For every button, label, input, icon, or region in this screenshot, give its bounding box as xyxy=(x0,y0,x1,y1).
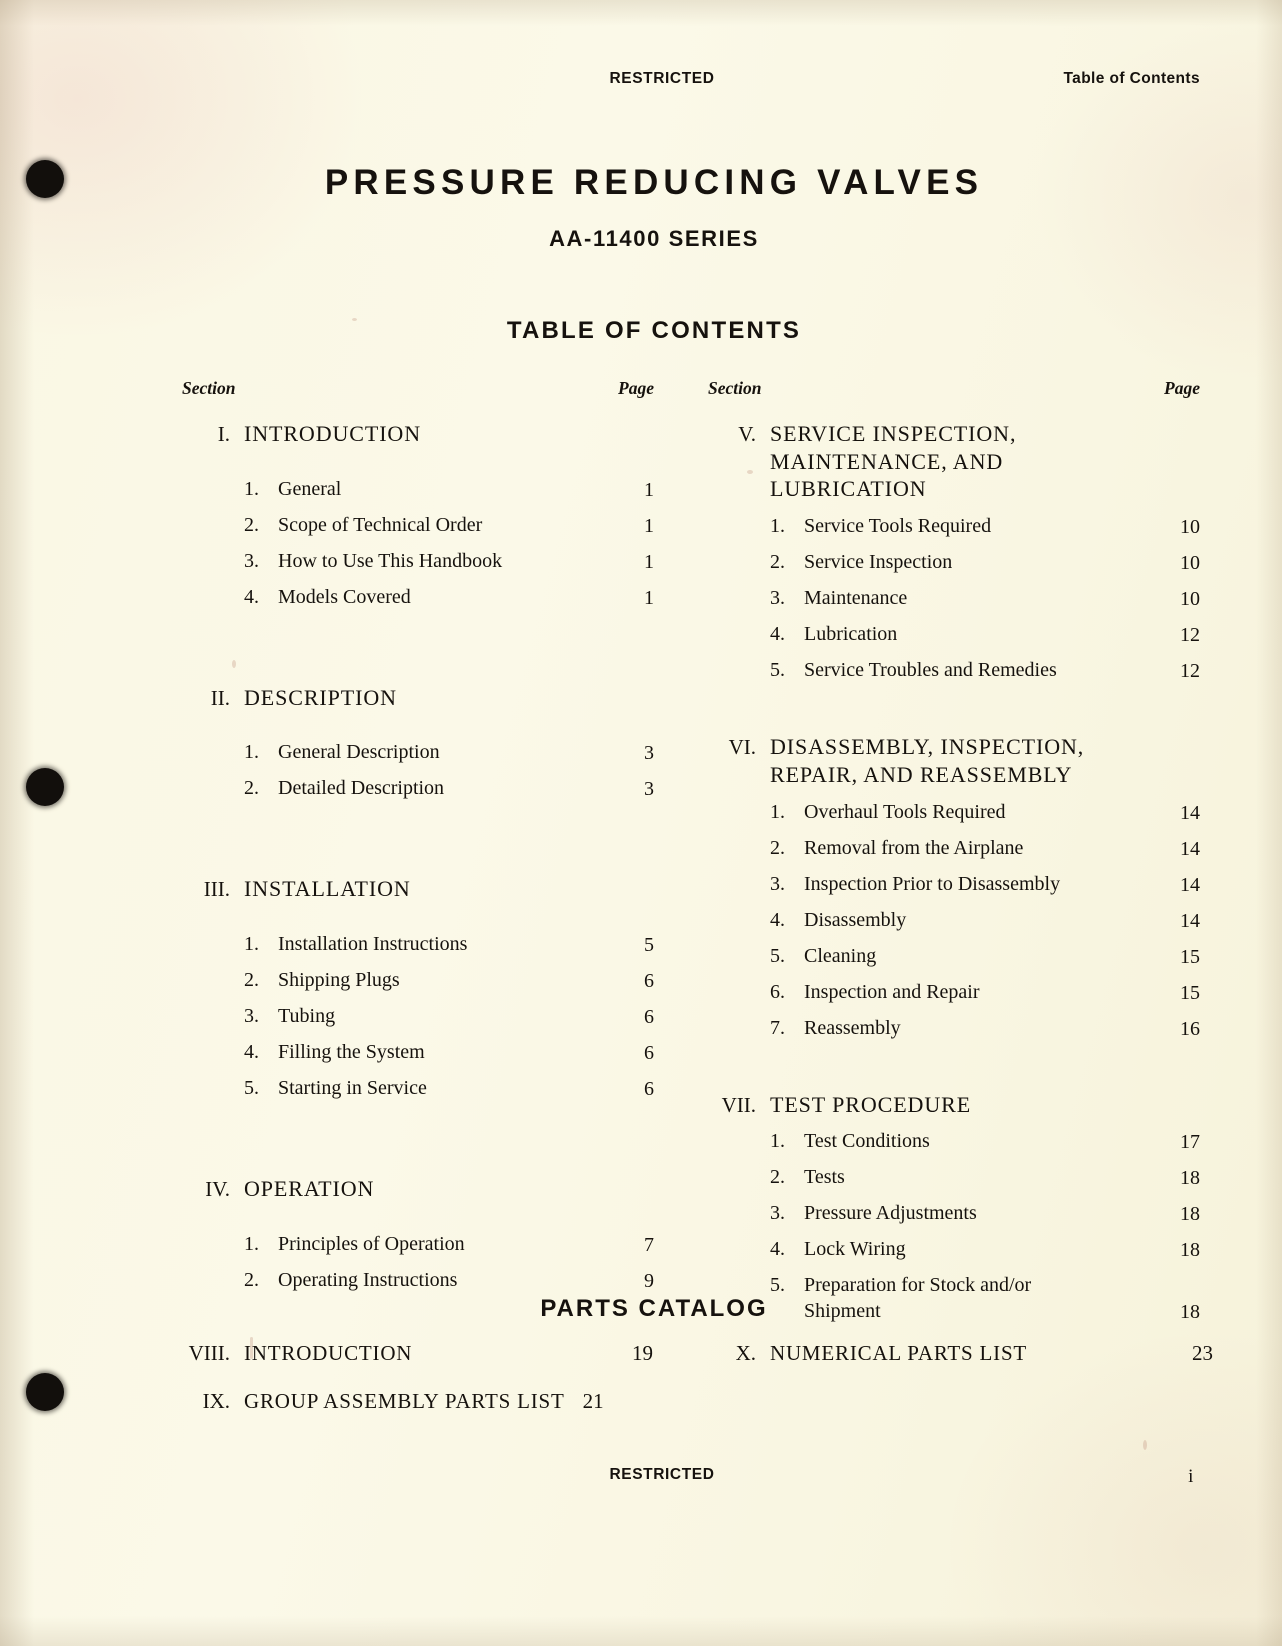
entry-label: Removal from the Airplane xyxy=(804,836,1024,859)
entry-page-number: 6 xyxy=(644,1042,654,1065)
entry-number: 4. xyxy=(770,1238,785,1261)
entry-number: 1. xyxy=(770,515,785,538)
toc-entry[interactable] xyxy=(708,979,1200,1005)
entry-number: 1. xyxy=(770,800,785,823)
entry-label: INTRODUCTION xyxy=(244,1341,413,1365)
entry-page-number: 15 xyxy=(1180,945,1200,968)
toc-entry[interactable] xyxy=(182,1231,654,1257)
section-title: INTRODUCTION xyxy=(244,421,422,446)
entry-number: 2. xyxy=(244,777,259,800)
punch-hole xyxy=(26,768,64,806)
entry-number: 2. xyxy=(244,1268,259,1291)
column-header-section: Section xyxy=(182,378,236,398)
entry-number: 3. xyxy=(770,872,785,895)
section-numeral: X. xyxy=(735,1341,756,1365)
entry-number: 3. xyxy=(770,587,785,610)
parts-catalog-row xyxy=(160,1341,1213,1389)
entry-page-number: 9 xyxy=(644,1269,654,1292)
parts-catalog-entry[interactable] xyxy=(712,1341,1213,1366)
entry-number: 4. xyxy=(770,623,785,646)
entry-number: 2. xyxy=(770,1166,785,1189)
spacer xyxy=(182,801,654,859)
section-numeral: IV. xyxy=(205,1177,230,1202)
spacer xyxy=(182,448,654,466)
entry-label: Disassembly xyxy=(804,908,907,931)
column-header-left xyxy=(182,378,654,404)
entry-number: 2. xyxy=(244,513,259,536)
page-edge-shadow-bottom xyxy=(0,1616,1282,1646)
entry-number: 1. xyxy=(244,933,259,956)
punch-hole xyxy=(26,1373,64,1411)
toc-entry[interactable] xyxy=(708,621,1200,647)
entry-label: Starting in Service xyxy=(278,1077,427,1100)
section-title: INSTALLATION xyxy=(244,876,411,902)
toc-entry[interactable] xyxy=(708,835,1200,861)
entry-label: Shipping Plugs xyxy=(278,969,400,992)
parts-catalog-heading: PARTS CATALOG xyxy=(540,1295,768,1322)
entry-label: How to Use This Handbook xyxy=(278,549,503,572)
toc-entry[interactable] xyxy=(708,871,1200,897)
section-title: DESCRIPTION xyxy=(244,684,397,710)
section-title: TEST PROCEDURE xyxy=(770,1091,972,1117)
entry-page-number: 18 xyxy=(1180,1167,1200,1190)
section-numeral: II. xyxy=(210,685,230,710)
toc-entry[interactable] xyxy=(708,513,1200,539)
entry-label: Scope of Technical Order xyxy=(278,513,483,536)
entry-number: 2. xyxy=(770,836,785,859)
toc-entry[interactable] xyxy=(182,548,654,574)
entry-number: 5. xyxy=(770,659,785,682)
entry-label: Test Conditions xyxy=(804,1130,930,1153)
entry-page-number: 3 xyxy=(644,742,654,765)
entry-page-number: 1 xyxy=(644,586,654,609)
spacer xyxy=(182,711,654,729)
entry-label: Lock Wiring xyxy=(804,1238,906,1261)
toc-entry[interactable] xyxy=(708,1128,1200,1154)
classification-marking-bottom: RESTRICTED xyxy=(609,1466,715,1483)
entry-label: Inspection and Repair xyxy=(804,980,980,1003)
entry-number: 1. xyxy=(244,741,259,764)
entry-label: Principles of Operation xyxy=(278,1232,465,1255)
parts-catalog-row xyxy=(160,1389,1200,1437)
section-numeral: V. xyxy=(738,422,756,446)
entry-number: 4. xyxy=(244,1041,259,1064)
toc-entry[interactable] xyxy=(182,1003,654,1029)
table-of-contents-heading: TABLE OF CONTENTS xyxy=(506,317,802,344)
section-title: DISASSEMBLY, INSPECTION, REPAIR, AND REASSEMBLY xyxy=(770,734,1085,787)
parts-catalog-list xyxy=(160,1341,1213,1437)
toc-entry[interactable] xyxy=(708,799,1200,825)
entry-page-number: 1 xyxy=(644,514,654,537)
entry-page-number: 6 xyxy=(644,1078,654,1101)
entry-page-number: 15 xyxy=(1180,981,1200,1004)
spacer xyxy=(182,610,654,668)
toc-entry[interactable] xyxy=(708,1164,1200,1190)
entry-page-number: 16 xyxy=(1180,1017,1200,1040)
entry-number: 3. xyxy=(244,549,259,572)
toc-entry[interactable] xyxy=(182,476,654,502)
toc-entry[interactable] xyxy=(708,1236,1200,1262)
entry-page-number: 1 xyxy=(644,550,654,573)
page-number: i xyxy=(1188,1466,1194,1487)
toc-section xyxy=(182,684,654,802)
entry-number: 6. xyxy=(770,980,785,1003)
entry-label: NUMERICAL PARTS LIST xyxy=(770,1341,1028,1365)
entry-label: Preparation for Stock and/or Shipment xyxy=(804,1274,1032,1323)
section-heading-row[interactable] xyxy=(182,420,654,448)
entry-page-number: 10 xyxy=(1180,588,1200,611)
section-heading-row[interactable] xyxy=(708,420,1200,503)
toc-entry[interactable] xyxy=(182,1039,654,1065)
entry-label: Pressure Adjustments xyxy=(804,1202,977,1225)
entry-page-number: 14 xyxy=(1180,873,1200,896)
entry-label: Tubing xyxy=(278,1005,336,1028)
page-edge-shadow-top xyxy=(0,0,1282,26)
toc-entry[interactable] xyxy=(182,584,654,610)
spacer xyxy=(182,903,654,921)
document-title: PRESSURE REDUCING VALVES xyxy=(324,163,984,202)
entry-page-number: 18 xyxy=(1180,1239,1200,1262)
entry-label: General xyxy=(278,477,342,500)
entry-page-number: 12 xyxy=(1180,660,1200,683)
entry-page-number: 18 xyxy=(1180,1203,1200,1226)
section-heading-row[interactable] xyxy=(708,733,1200,788)
section-heading-row[interactable] xyxy=(182,1175,654,1203)
section-title: SERVICE INSPECTION, MAINTENANCE, AND LUBRICATION xyxy=(770,421,1017,502)
entry-page-number: 21 xyxy=(582,1389,604,1413)
toc-entry[interactable] xyxy=(182,512,654,538)
entry-number: 3. xyxy=(244,1005,259,1028)
entry-label: Models Covered xyxy=(278,585,411,608)
section-numeral: IX. xyxy=(202,1389,230,1413)
toc-column-left xyxy=(182,378,654,1293)
entry-number: 5. xyxy=(770,944,785,967)
section-heading-row[interactable] xyxy=(708,1091,1200,1119)
toc-entry[interactable] xyxy=(708,1015,1200,1041)
entry-label: Tests xyxy=(804,1166,845,1189)
toc-entry[interactable] xyxy=(182,775,654,801)
entry-page-number: 10 xyxy=(1180,516,1200,539)
entry-page-number: 6 xyxy=(644,1006,654,1029)
toc-entry[interactable] xyxy=(182,739,654,765)
toc-entry[interactable] xyxy=(182,931,654,957)
toc-section xyxy=(182,875,654,1101)
toc-column-right xyxy=(708,378,1200,1324)
section-numeral: I. xyxy=(217,422,230,446)
entry-label: Service Troubles and Remedies xyxy=(804,659,1057,682)
entry-number: 4. xyxy=(770,908,785,931)
spacer xyxy=(182,1203,654,1221)
entry-page-number: 5 xyxy=(644,934,654,957)
entry-number: 1. xyxy=(244,477,259,500)
entry-number: 5. xyxy=(770,1274,785,1297)
section-numeral: VII. xyxy=(721,1092,756,1117)
document-subtitle: AA-11400 SERIES xyxy=(549,226,759,251)
toc-section xyxy=(708,1091,1200,1325)
entry-page-number: 14 xyxy=(1180,801,1200,824)
entry-page-number: 1 xyxy=(644,478,654,501)
entry-page-number: 10 xyxy=(1180,552,1200,575)
toc-entry[interactable] xyxy=(182,967,654,993)
entry-label: Filling the System xyxy=(278,1041,425,1064)
section-numeral: III. xyxy=(203,877,230,902)
section-heading-row[interactable] xyxy=(182,875,654,903)
column-header-section: Section xyxy=(708,378,762,398)
parts-catalog-entry[interactable] xyxy=(170,1389,604,1414)
toc-entry[interactable] xyxy=(182,1267,654,1293)
toc-entry[interactable] xyxy=(708,907,1200,933)
entry-label: GROUP ASSEMBLY PARTS LIST xyxy=(244,1389,565,1413)
entry-label: Cleaning xyxy=(804,944,877,967)
column-header-page: Page xyxy=(618,378,654,398)
entry-number: 3. xyxy=(770,1202,785,1225)
toc-entry[interactable] xyxy=(708,549,1200,575)
toc-entry[interactable] xyxy=(708,585,1200,611)
entry-page-number: 19 xyxy=(632,1341,653,1365)
entry-page-number: 12 xyxy=(1180,624,1200,647)
entry-label: Detailed Description xyxy=(278,777,445,800)
spacer xyxy=(708,1041,1200,1075)
entry-page-number: 14 xyxy=(1180,909,1200,932)
entry-number: 1. xyxy=(770,1130,785,1153)
entry-page-number: 6 xyxy=(644,970,654,993)
parts-catalog-entry[interactable] xyxy=(170,1341,653,1366)
column-header-right xyxy=(708,378,1200,404)
toc-section xyxy=(182,1175,654,1293)
entry-number: 7. xyxy=(770,1016,785,1039)
toc-section xyxy=(708,733,1200,1040)
entry-number: 4. xyxy=(244,585,259,608)
entry-number: 2. xyxy=(244,969,259,992)
entry-label: Operating Instructions xyxy=(278,1268,458,1291)
running-head-right-label: Table of Contents xyxy=(1063,70,1200,87)
entry-label: Installation Instructions xyxy=(278,933,468,956)
section-title: OPERATION xyxy=(244,1176,375,1202)
entry-page-number: 7 xyxy=(644,1233,654,1256)
entry-number: 1. xyxy=(244,1232,259,1255)
scan-speck xyxy=(1143,1440,1147,1450)
entry-label: Service Tools Required xyxy=(804,515,992,538)
entry-page-number: 18 xyxy=(1180,1301,1200,1324)
toc-entry[interactable] xyxy=(708,943,1200,969)
toc-entry[interactable] xyxy=(708,657,1200,683)
section-numeral: VI. xyxy=(728,735,756,760)
toc-section xyxy=(708,420,1200,683)
entry-label: Service Inspection xyxy=(804,551,953,574)
entry-label: Overhaul Tools Required xyxy=(804,800,1006,823)
column-header-page: Page xyxy=(1164,378,1200,398)
section-heading-row[interactable] xyxy=(182,684,654,712)
entry-label: Inspection Prior to Disassembly xyxy=(804,872,1061,895)
entry-number: 5. xyxy=(244,1077,259,1100)
toc-entry[interactable] xyxy=(182,1075,654,1101)
spacer xyxy=(182,1101,654,1159)
classification-marking-top: RESTRICTED xyxy=(609,70,715,87)
entry-page-number: 14 xyxy=(1180,837,1200,860)
toc-entry[interactable] xyxy=(708,1200,1200,1226)
entry-label: Reassembly xyxy=(804,1016,901,1039)
entry-page-number: 17 xyxy=(1180,1131,1200,1154)
entry-label: Maintenance xyxy=(804,587,908,610)
entry-label: Lubrication xyxy=(804,623,898,646)
entry-label: General Description xyxy=(278,741,440,764)
spacer xyxy=(708,683,1200,717)
entry-page-number: 23 xyxy=(1192,1341,1213,1365)
entry-page-number: 3 xyxy=(644,778,654,801)
entry-number: 2. xyxy=(770,551,785,574)
toc-section xyxy=(182,420,654,610)
section-numeral: VIII. xyxy=(188,1341,230,1365)
